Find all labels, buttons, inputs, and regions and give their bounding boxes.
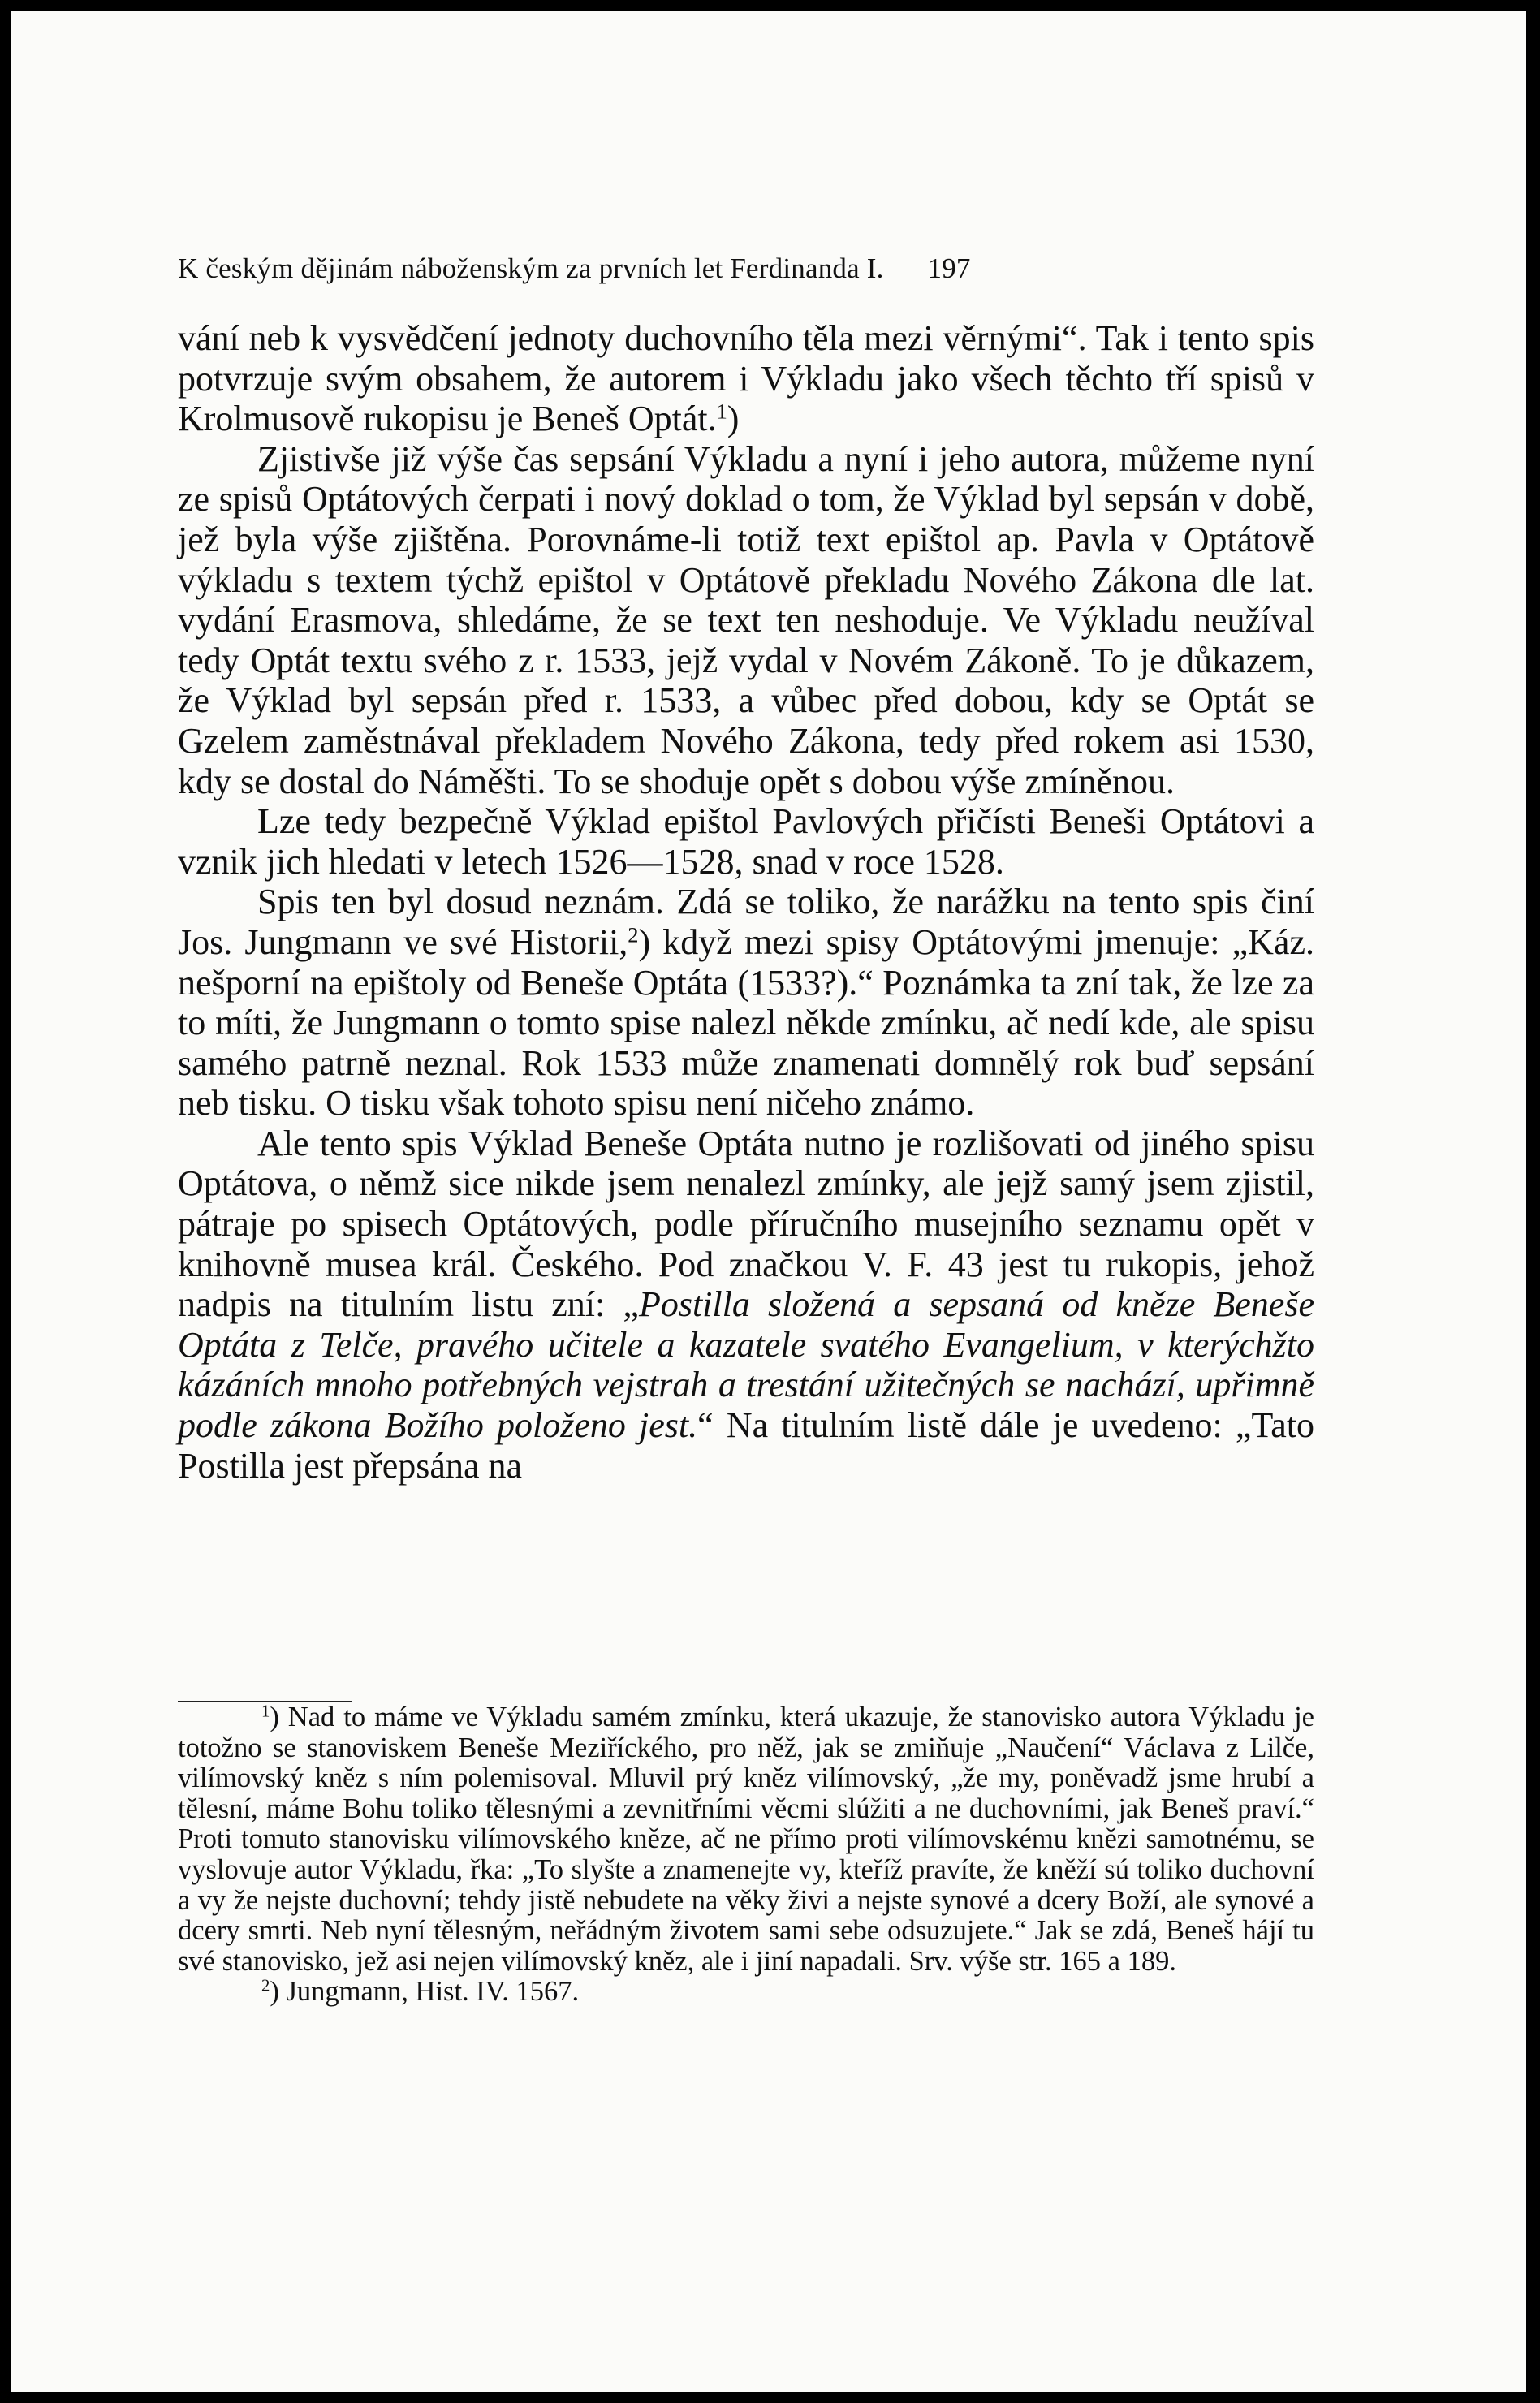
paragraph-1 [178, 318, 1314, 439]
book-page [11, 11, 1526, 2392]
paragraph-text: ) [727, 399, 740, 439]
paragraph-4 [178, 882, 1314, 1124]
paragraph-text: Ale tento spis Výklad Beneše Optáta nutno je rozlišovati od jiného spisu Optátova, o němž sice nikde jsem nenalezl zmínky, ale jejž samý jsem zjistil, pátraje po spisech Optátových, podle příručního musejního seznamu opět v knihovně musea král. Českého. Pod značkou V. F. 43 jest tu rukopis, jehož nadpis na titulním listu zní: „ [178, 1123, 1314, 1325]
footnote-text: ) Nad to máme ve Výkladu samém zmínku, která ukazuje, že stanovisko autora Výkladu je totožno se stanoviskem Beneše Meziříckého, pro něž, jak se zmiňuje „Naučení“ Václava z Lilče, vilímovský kněz s ním polemisoval. Mluvil prý kněz vilímovský, „že my, poněvadž jsme hrubí a tělesní, máme Bohu toliko tělesnými a zevnitřními věcmi slúžiti a ne duchovními, jak Beneš praví.“ Proti tomuto stanovisku vilímovského kněze, ač ne přímo proti vilímovskému knězi samotnému, se vyslovuje autor Výkladu, řka: „To slyšte a znamenejte vy, kteříž pravíte, že kněží sú toliko duchovní a vy že nejste duchovní; tehdy jistě nebudete na věky živi a nejste synové a dcery Boží, ale synové a dcery smrti. Neb nyní tělesným, neřádným životem sami sebe odsuzujete.“ Jak se zdá, Beneš hájí tu své stanovisko, jež asi nejen vilímovský kněz, ale i jiní napadali. Srv. výše str. 165 a 189. [178, 1702, 1314, 1977]
paragraph-3: Lze tedy bezpečně Výklad epištol Pavlových přičísti Beneši Optátovi a vznik jich hledati v letech 1526—1528, snad v roce 1528. [178, 801, 1314, 882]
footnote-ref-2: 2 [628, 922, 639, 947]
footnote-2 [178, 1977, 1314, 2008]
footnote-marker: 1 [261, 1702, 270, 1721]
footnote-ref-1: 1 [716, 399, 727, 424]
paragraph-text: Spis ten byl dosud neznám. Zdá se toliko, že narážku na tento spis činí Jos. Jungmann ve své Historii, [178, 882, 1314, 962]
postilla-title: Postilla složená a sepsaná od kněze Beneše Optáta z Telče, pravého učitele a kazatele svatého Evangelium, v kterýchžto kázáních mnoho potřebných vejstrah a trestání užitečných se nachází, upřimně podle zákona Božího položeno jest. [178, 1284, 1314, 1446]
footnote-text: ) Jungmann, Hist. IV. 1567. [270, 1976, 580, 2008]
paragraph-2: Zjistivše již výše čas sepsání Výkladu a nyní i jeho autora, můžeme nyní ze spisů Optátových čerpati i nový doklad o tom, že Výklad byl sepsán v době, jež byla výše zjištěna. Porovnáme-li totiž text epištol ap. Pavla v Optátově výkladu s textem týchž epištol v Optátově překladu Nového Zákona dle lat. vydání Erasmova, shledáme, že se text ten neshoduje. Ve Výkladu neužíval tedy Optát textu svého z r. 1533, jejž vydal v Novém Zákoně. To je důkazem, že Výklad byl sepsán před r. 1533, a vůbec před dobou, kdy se Optát se Gzelem zaměstnával překladem Nového Zákona, tedy před rokem asi 1530, kdy se dostal do Náměšti. To se shoduje opět s dobou výše zmíněnou. [178, 438, 1314, 801]
running-header [178, 252, 1314, 285]
paragraph-text: ) když mezi spisy Optátovými jmenuje: „Káz. nešporní na epištoly od Beneše Optáta (1533?).“ Poznámka ta zní tak, že lze za to míti, že Jungmann o tomto spise nalezl někde zmínku, ač nedí kde, ale spisu samého patrně neznal. Rok 1533 může znamenati domnělý rok buď sepsání neb tisku. O tisku však tohoto spisu není ničeho známo. [178, 921, 1314, 1124]
running-title: K českým dějinám náboženským za prvních let Ferdinanda I. [178, 252, 884, 284]
footnotes [178, 1702, 1314, 2008]
footnote-marker: 2 [261, 1977, 270, 1995]
footnote-1 [178, 1702, 1314, 1977]
paragraph-text: “ Na titulním listě dále je uvedeno: „Tato Postilla jest přepsána na [178, 1405, 1315, 1486]
main-text [178, 318, 1314, 1486]
page-number: 197 [927, 252, 971, 284]
paragraph-text: vání neb k vysvědčení jednoty duchovního těla mezi věrnými“. Tak i tento spis potvrzuje svým obsahem, že autorem i Výkladu jako všech těchto tří spisů v Krolmusově rukopisu je Beneš Optát. [178, 318, 1314, 439]
paragraph-5 [178, 1124, 1314, 1486]
